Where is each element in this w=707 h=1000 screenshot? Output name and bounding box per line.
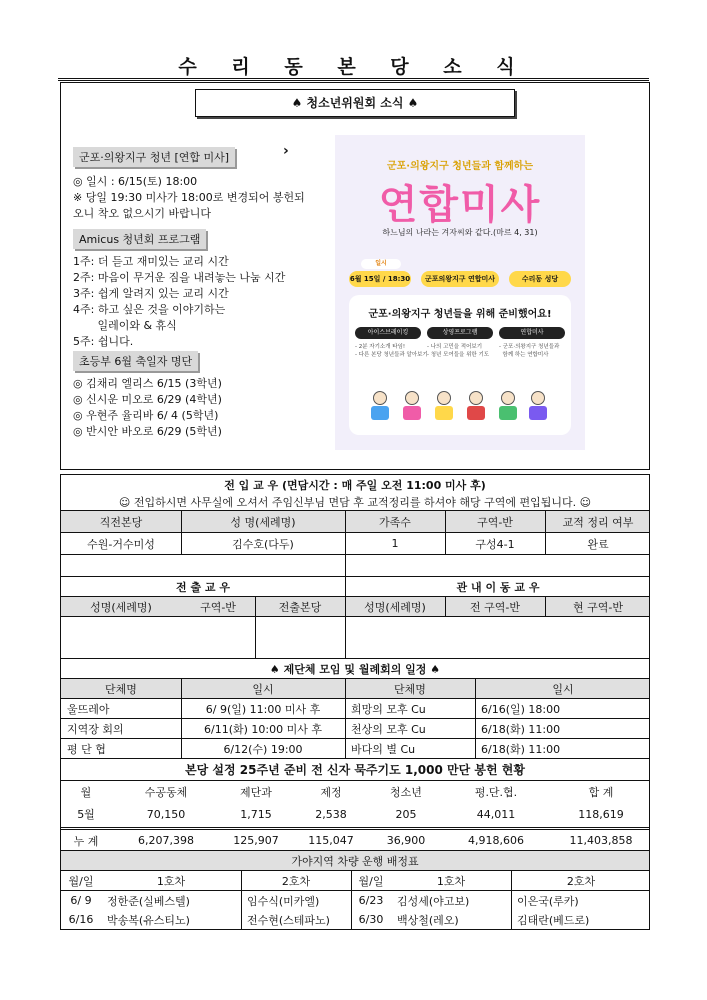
table-cell: 70,150 <box>146 807 186 821</box>
amicus-line: 1주: 더 듣고 재미있는 교리 시간 <box>73 255 229 268</box>
table-header: 성 명(세례명) <box>230 515 296 529</box>
vehicle-title-row <box>61 851 649 871</box>
poster-tag-desc: - 2분 자기소개 타임! - 다른 본당 청년들과 알아보기 <box>355 344 428 358</box>
table-header: 단체명 <box>105 682 137 696</box>
poster-verse: 하느님의 나라는 겨자씨와 같다.(마르 4, 31) <box>382 228 538 237</box>
table-cell: 5월 <box>77 808 95 821</box>
table-header: 월/일 <box>68 874 94 888</box>
table-cell: 205 <box>395 807 417 821</box>
table-cell: 울뜨레아 <box>67 702 110 716</box>
table-header: 구역-반 <box>200 600 236 614</box>
table-header: 월 <box>80 786 92 799</box>
table-cell: 수원-거수미성 <box>87 537 155 551</box>
youth-news-box <box>60 82 650 470</box>
feast-day-line: ◎ 반시안 바오로 6/29 (5학년) <box>73 425 222 438</box>
table-row <box>61 719 649 739</box>
table-cell: 6/30 <box>358 913 384 926</box>
table-cell: 118,619 <box>578 807 624 821</box>
table-cell: 36,900 <box>386 834 426 847</box>
table-header: 청소년 <box>390 786 422 799</box>
table-cell: 정한준(실베스텔) <box>107 894 190 908</box>
youth-mass-line: 오니 착오 없으시기 바랍니다 <box>73 207 212 220</box>
table-cell: 천상의 모후 Cu <box>351 722 426 736</box>
table-cell: 6/16(일) 18:00 <box>481 702 561 716</box>
table-cell: 6/18(화) 11:00 <box>481 742 561 756</box>
poster-card-title: 군포·의왕지구 청년들을 위해 준비했어요! <box>368 309 552 320</box>
arrow-icon: › <box>283 143 289 159</box>
transfer-in-notice-row <box>61 493 649 511</box>
table-cell: 임수식(미카엘) <box>247 894 320 908</box>
table-cell: 6/ 9(일) 11:00 미사 후 <box>205 702 321 716</box>
table-row <box>61 533 649 555</box>
table-cell: 누 계 <box>73 834 99 848</box>
table-header: 성명(세례명) <box>90 600 152 614</box>
title-divider <box>58 78 649 81</box>
table-header: 성명(세례명) <box>364 600 426 614</box>
table-header: 2호차 <box>281 874 311 888</box>
table-header: 전 구역-반 <box>470 600 520 614</box>
poster-pill: 일시 <box>361 259 401 269</box>
table-cell: 전수현(스테파노) <box>247 913 330 927</box>
internal-move-title: 관 내 이 동 교 우 <box>456 580 540 594</box>
table-cell: 6/11(화) 10:00 미사 후 <box>204 722 322 736</box>
feast-day-label: 초등부 6월 축일자 명단 <box>73 351 198 371</box>
table-cell: 6/23 <box>358 894 384 907</box>
youth-mass-label: 군포·의왕지구 청년 [연합 미사] <box>73 147 235 167</box>
transfer-titles-row <box>61 577 649 597</box>
table-header: 1호차 <box>156 874 186 888</box>
poster-pill: 군포의왕지구 연합미사 <box>421 271 499 287</box>
table-header: 2호차 <box>566 874 596 888</box>
poster-tag-desc: - 군포·의왕지구 청년들과 함께 하는 연합미사 <box>499 344 560 358</box>
table-cell: 6/16 <box>68 913 94 926</box>
schedule-title-row <box>61 659 649 679</box>
poster-pill: 수리동 성당 <box>509 271 571 287</box>
feast-day-line: ◎ 우현주 율리바 6/ 4 (5학년) <box>73 409 219 422</box>
transfer-in-header-row <box>61 511 649 533</box>
amicus-line: 3주: 쉽게 알려지 있는 교리 시간 <box>73 287 229 300</box>
schedule-header-row <box>61 679 649 699</box>
table-row <box>61 739 649 759</box>
table-cell: 4,918,606 <box>468 834 524 847</box>
amicus-line: 5주: 쉽니다. <box>73 335 134 348</box>
table-cell: 2,538 <box>315 807 347 821</box>
poster-title: 연합미사 <box>378 182 542 228</box>
table-header: 1호차 <box>436 874 466 888</box>
table-row <box>61 555 649 577</box>
table-header: 현 구역-반 <box>573 600 623 614</box>
table-header: 평.단.협. <box>474 786 518 799</box>
table-header: 일시 <box>252 682 274 696</box>
prayer-title: 본당 설정 25주년 준비 전 신자 묵주기도 1,000 만단 봉헌 현황 <box>185 763 525 777</box>
table-cell: 완료 <box>587 537 609 551</box>
table-header: 단체명 <box>394 682 426 696</box>
amicus-line: 2주: 마음이 무거운 짐을 내려놓는 나눔 시간 <box>73 271 286 284</box>
poster-pill: 6월 15일 / 18:30 <box>349 271 411 287</box>
table-cell: 115,047 <box>308 834 354 847</box>
table-cell: 1,715 <box>240 807 272 821</box>
page-title: 수 리 동 본 당 소 식 <box>178 56 529 78</box>
table-header: 월/일 <box>358 874 384 888</box>
table-cell: 김수호(다두) <box>232 537 294 551</box>
table-cell: 이은국(루카) <box>517 894 579 908</box>
table-cell: 6/12(수) 19:00 <box>223 742 303 756</box>
table-cell: 김태란(베드로) <box>517 913 590 927</box>
table-cell: 희망의 모후 Cu <box>351 702 426 716</box>
table-cell: 6,207,398 <box>138 834 194 847</box>
transfer-in-notice: ☺ 전입하시면 사무실에 오셔서 주임신부님 면담 후 교적정리를 하셔야 해당 구역에 편입됩니다. ☺ <box>118 495 592 509</box>
poster-tag-desc: - 나의 고민을 적어보기 - 청년 모여들을 위한 기도 <box>427 344 490 358</box>
youth-committee-header: ♠ 청소년위원회 소식 ♠ <box>195 89 515 117</box>
table-cell: 1 <box>391 537 399 550</box>
feast-day-line: ◎ 신시운 미오로 6/29 (4학년) <box>73 393 222 406</box>
table-cell: 박송복(유스티노) <box>107 913 190 927</box>
table-cell: 6/18(화) 11:00 <box>481 722 561 736</box>
amicus-line: 일레이와 & 휴식 <box>73 319 177 332</box>
table-cell: 125,907 <box>233 834 279 847</box>
transfer-in-title: 전 입 교 우 (면담시간 : 매 주일 오전 11:00 미사 후) <box>224 479 486 492</box>
transfer-out-title: 전 출 교 우 <box>176 580 230 594</box>
table-cell: 구성4-1 <box>475 537 515 551</box>
table-cell: 평 단 협 <box>67 742 106 756</box>
table-header: 제정 <box>320 786 342 799</box>
table-header: 교적 정리 여부 <box>562 515 634 529</box>
poster-program-card <box>349 295 571 435</box>
joint-mass-poster <box>335 135 585 450</box>
prayer-table <box>61 781 649 851</box>
table-header: 합 계 <box>588 786 614 799</box>
table-cell: 바다의 별 Cu <box>351 742 416 756</box>
transfer-in-title-row <box>61 475 649 495</box>
table-cell: 백상철(레오) <box>397 913 459 927</box>
youth-mass-line: ※ 당일 19:30 미사가 18:00로 변경되어 봉헌되 <box>73 191 305 204</box>
table-header: 제단과 <box>240 786 272 799</box>
feast-day-line: ◎ 김채리 엘리스 6/15 (3학년) <box>73 377 222 390</box>
table-cell: 김성세(야고보) <box>397 894 470 908</box>
transfer-header-row <box>61 597 649 617</box>
poster-tag: 아이스브레이킹 <box>355 327 421 339</box>
amicus-label: Amicus 청년회 프로그램 <box>73 229 206 249</box>
table-header: 수공동체 <box>144 786 188 799</box>
amicus-line: 4주: 하고 싶은 것을 이야기하는 <box>73 303 226 316</box>
poster-subtitle: 군포·의왕지구 청년들과 함께하는 <box>386 161 533 172</box>
vehicle-rows <box>61 891 649 929</box>
poster-people-illustration <box>369 381 549 421</box>
youth-mass-line: ◎ 일시 : 6/15(토) 18:00 <box>73 175 198 188</box>
schedule-title: ♠ 제단체 모임 및 월례회의 일정 ♠ <box>269 662 441 676</box>
table-header: 구역-반 <box>477 515 513 529</box>
table-cell: 44,011 <box>476 807 516 821</box>
poster-tag: 상영프로그램 <box>427 327 493 339</box>
table-cell: 지역장 회의 <box>67 722 124 736</box>
table-header: 전출본당 <box>278 600 322 614</box>
table-row <box>61 617 649 659</box>
poster-tag: 연합미사 <box>499 327 565 339</box>
table-cell: 6/ 9 <box>70 894 92 907</box>
prayer-title-row <box>61 759 649 781</box>
table-row <box>61 699 649 719</box>
table-header: 가족수 <box>379 515 411 529</box>
vehicle-title: 가야지역 차량 운행 배정표 <box>291 854 419 868</box>
vehicle-header-row <box>61 871 649 891</box>
table-cell: 11,403,858 <box>569 834 633 847</box>
table-header: 직전본당 <box>99 515 143 529</box>
table-header: 일시 <box>552 682 574 696</box>
parish-records-box <box>60 474 650 930</box>
